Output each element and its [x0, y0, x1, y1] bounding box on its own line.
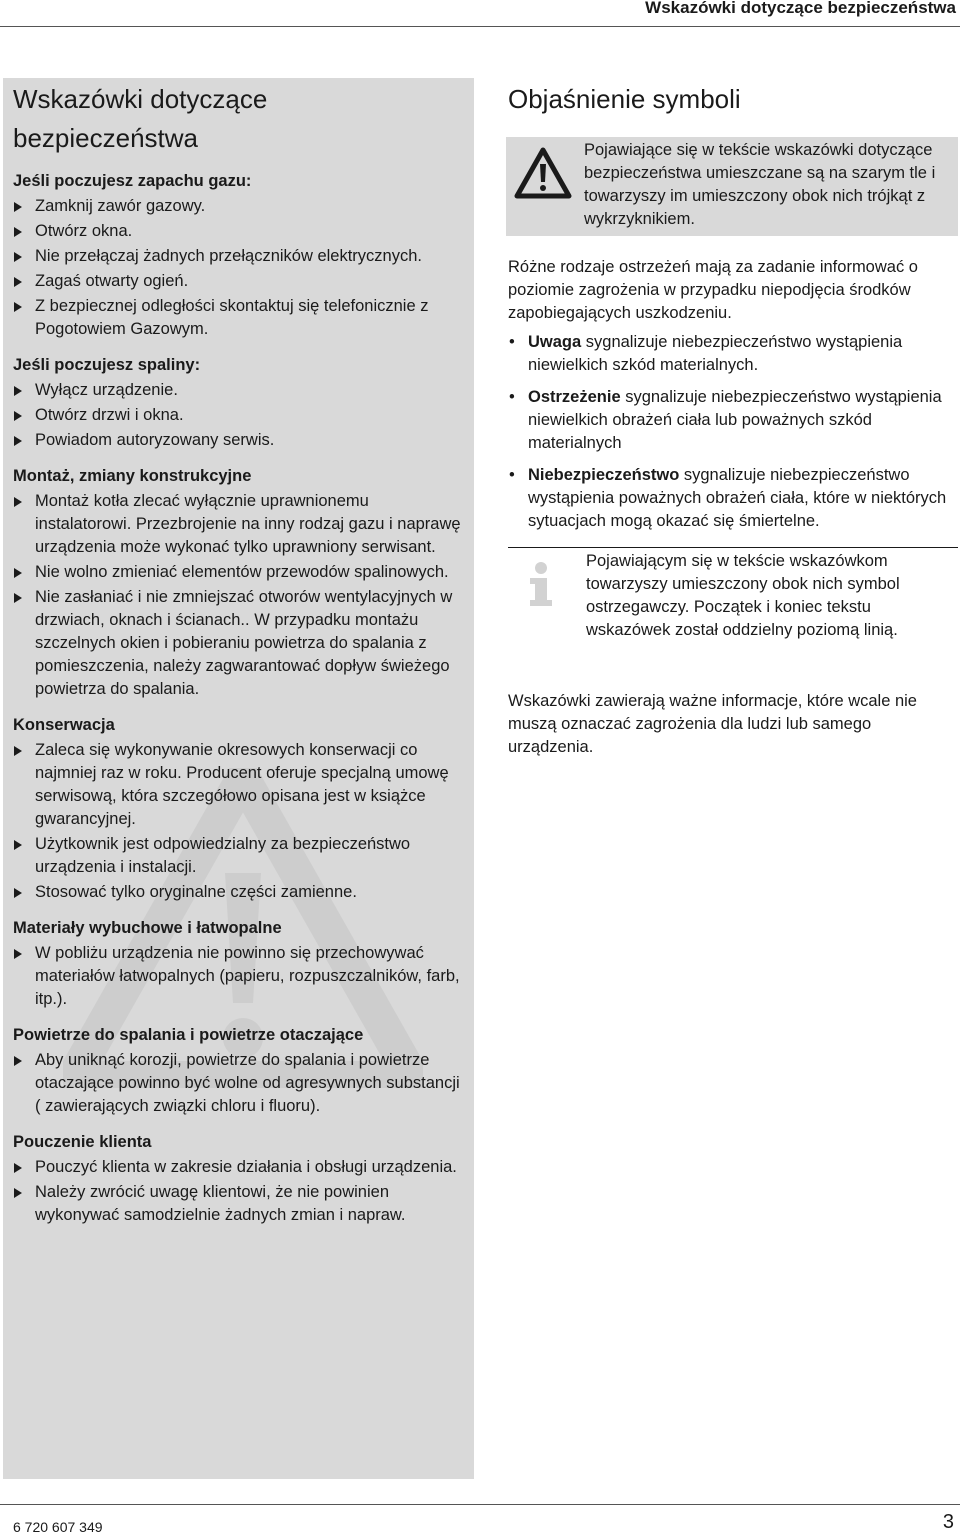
warning-levels-list	[508, 331, 958, 533]
left-column	[13, 80, 468, 1240]
instruction-list	[13, 739, 468, 904]
instruction-item	[13, 270, 468, 293]
instruction-text: Użytkownik jest odpowiedzialny za bezpieczeństwo urządzenia i instalacji.	[35, 835, 411, 876]
closing-paragraph: Wskazówki zawierają ważne informacje, które wcale nie muszą oznaczać zagrożenia dla ludzi lub samego urządzenia.	[508, 692, 917, 756]
triangle-bullet-icon	[14, 949, 22, 959]
instruction-text: W pobliżu urządzenia nie powinno się przechowywać materiałów łatwopalnych (papieru, rozpuszczalników, farb, itp.).	[35, 944, 460, 1008]
running-header: Wskazówki dotyczące bezpieczeństwa	[645, 0, 956, 17]
warning-level-term: Niebezpieczeństwo	[528, 466, 680, 484]
page-title-line-1: Wskazówki dotyczące	[13, 84, 268, 114]
instruction-text: Otwórz drzwi i okna.	[35, 406, 184, 424]
safety-section	[13, 1131, 468, 1227]
instruction-list	[13, 195, 468, 341]
safety-section	[13, 465, 468, 701]
triangle-bullet-icon	[14, 593, 22, 603]
instruction-text: Otwórz okna.	[35, 222, 133, 240]
instruction-item	[13, 295, 468, 341]
instruction-item	[13, 833, 468, 879]
warning-level-desc: sygnalizuje niebezpieczeństwo wystąpienia niewielkich obrażeń ciała lub poważnych szkód materialnych	[528, 388, 942, 452]
instruction-item	[13, 195, 468, 218]
triangle-bullet-icon	[14, 227, 22, 237]
instruction-text: Montaż kotła zlecać wyłącznie uprawnionemu instalatorowi. Przezbrojenie na inny rodzaj gazu i naprawę urządzenia może wykonać tylko uprawniony serwisant.	[35, 492, 461, 556]
footer-divider	[0, 1504, 960, 1505]
safety-section	[13, 917, 468, 1011]
instruction-item	[13, 942, 468, 1011]
instruction-text: Aby uniknąć korozji, powietrze do spalania i powietrze otaczające powinno być wolne od agresywnych substancji ( zawierających związki chloru i fluoru).	[35, 1051, 460, 1115]
symbols-title: Objaśnienie symboli	[508, 84, 741, 114]
instruction-item	[13, 220, 468, 243]
instruction-text: Nie wolno zmieniać elementów przewodów spalinowych.	[35, 563, 449, 581]
triangle-bullet-icon	[14, 386, 22, 396]
safety-section	[13, 354, 468, 452]
page-number: 3	[942, 1511, 954, 1533]
warning-level-desc: sygnalizuje niebezpieczeństwo wystąpienia poważnych obrażeń ciała, które w niektórych sytuacjach mogą okazać się śmiertelne.	[528, 466, 947, 530]
instruction-item	[13, 1181, 468, 1227]
triangle-bullet-icon	[14, 746, 22, 756]
safety-section	[13, 170, 468, 341]
page-title-line-2: bezpieczeństwa	[13, 123, 198, 153]
info-note-block	[508, 548, 958, 676]
instruction-text: Nie przełączaj żadnych przełączników elektrycznych.	[35, 247, 422, 265]
instruction-text: Powiadom autoryzowany serwis.	[35, 431, 275, 449]
page-title	[13, 80, 468, 158]
section-heading: Jeśli poczujesz spaliny:	[13, 356, 201, 374]
instruction-item	[13, 1156, 468, 1179]
triangle-bullet-icon	[14, 252, 22, 262]
instruction-item	[13, 881, 468, 904]
warning-levels-intro: Różne rodzaje ostrzeżeń mają za zadanie informować o poziomie zagrożenia w przypadku niepodjęcia środków zapobiegających uszkodzeniu.	[508, 258, 918, 322]
section-heading: Konserwacja	[13, 716, 115, 734]
triangle-bullet-icon	[14, 497, 22, 507]
triangle-bullet-icon	[14, 302, 22, 312]
triangle-bullet-icon	[14, 568, 22, 578]
header-divider	[0, 26, 960, 27]
section-heading: Pouczenie klienta	[13, 1133, 152, 1151]
section-heading: Powietrze do spalania i powietrze otaczające	[13, 1026, 364, 1044]
triangle-bullet-icon	[14, 1056, 22, 1066]
instruction-text: Wyłącz urządzenie.	[35, 381, 178, 399]
instruction-item	[13, 404, 468, 427]
right-column	[508, 80, 958, 759]
section-heading: Jeśli poczujesz zapachu gazu:	[13, 172, 252, 190]
safety-section	[13, 1024, 468, 1118]
triangle-bullet-icon	[14, 411, 22, 421]
instruction-text: Należy zwrócić uwagę klientowi, że nie powinien wykonywać samodzielnie żadnych zmian i napraw.	[35, 1183, 406, 1224]
instruction-item	[13, 561, 468, 584]
instruction-item	[13, 586, 468, 701]
info-icon	[516, 558, 566, 608]
triangle-bullet-icon	[14, 888, 22, 898]
safety-section	[13, 714, 468, 904]
instruction-text: Zagaś otwarty ogień.	[35, 272, 189, 290]
instruction-text: Stosować tylko oryginalne części zamienne.	[35, 883, 357, 901]
instruction-text: Z bezpiecznej odległości skontaktuj się telefonicznie z Pogotowiem Gazowym.	[35, 297, 429, 338]
warning-level-term: Ostrzeżenie	[528, 388, 621, 406]
warning-triangle-icon	[514, 147, 572, 199]
triangle-bullet-icon	[14, 1188, 22, 1198]
instruction-text: Zamknij zawór gazowy.	[35, 197, 206, 215]
instruction-list	[13, 379, 468, 452]
instruction-item	[13, 739, 468, 831]
warning-note-box	[506, 137, 958, 236]
warning-note-text: Pojawiające się w tekście wskazówki dotyczące bezpieczeństwa umieszczane są na szarym tle i towarzyszy im umieszczony obok nich trójkąt z wykrzyknikiem.	[584, 141, 936, 228]
triangle-bullet-icon	[14, 840, 22, 850]
info-note-text: Pojawiającym się w tekście wskazówkom towarzyszy umieszczony obok nich symbol ostrzegawczy. Początek i koniec tekstu wskazówek został oddzielny poziomą linią.	[586, 552, 900, 639]
instruction-item	[13, 429, 468, 452]
safety-sections	[13, 170, 468, 1227]
warning-level-desc: sygnalizuje niebezpieczeństwo wystąpienia niewielkich szkód materialnych.	[528, 333, 903, 374]
instruction-text: Zaleca się wykonywanie okresowych konserwacji co najmniej raz w roku. Producent oferuje specjalną umowę serwisową, która szczegółowo opisana jest w książce gwarancyjnej.	[35, 741, 449, 828]
triangle-bullet-icon	[14, 202, 22, 212]
triangle-bullet-icon	[14, 436, 22, 446]
instruction-list	[13, 942, 468, 1011]
instruction-text: Nie zasłaniać i nie zmniejszać otworów wentylacyjnych w drzwiach, oknach i ścianach.. W przypadku montażu szczelnych okien i pobieraniu powietrza do spalania z pomieszczenia, należy zagwarantować dopływ świeżego powietrza do spalania.	[35, 588, 453, 698]
instruction-item	[13, 490, 468, 559]
instruction-item	[13, 379, 468, 402]
warning-level-item: • Uwaga sygnalizuje niebezpieczeństwo wystąpienia niewielkich szkód materialnych.	[509, 333, 903, 374]
warning-level-item: • Niebezpieczeństwo sygnalizuje niebezpieczeństwo wystąpienia poważnych obrażeń ciała, które w niektórych sytuacjach mogą okazać się śmiertelne.	[509, 466, 947, 530]
section-heading: Materiały wybuchowe i łatwopalne	[13, 919, 282, 937]
warning-level-item: • Ostrzeżenie sygnalizuje niebezpieczeństwo wystąpienia niewielkich obrażeń ciała lub poważnych szkód materialnych	[509, 388, 942, 452]
document-code: 6 720 607 349	[13, 1519, 103, 1535]
instruction-list	[13, 1156, 468, 1227]
warning-level-term: Uwaga	[528, 333, 582, 351]
triangle-bullet-icon	[14, 277, 22, 287]
instruction-item	[13, 245, 468, 268]
instruction-item	[13, 1049, 468, 1118]
instruction-list	[13, 1049, 468, 1118]
section-heading: Montaż, zmiany konstrukcyjne	[13, 467, 252, 485]
instruction-list	[13, 490, 468, 701]
triangle-bullet-icon	[14, 1163, 22, 1173]
instruction-text: Pouczyć klienta w zakresie działania i obsługi urządzenia.	[35, 1158, 457, 1176]
